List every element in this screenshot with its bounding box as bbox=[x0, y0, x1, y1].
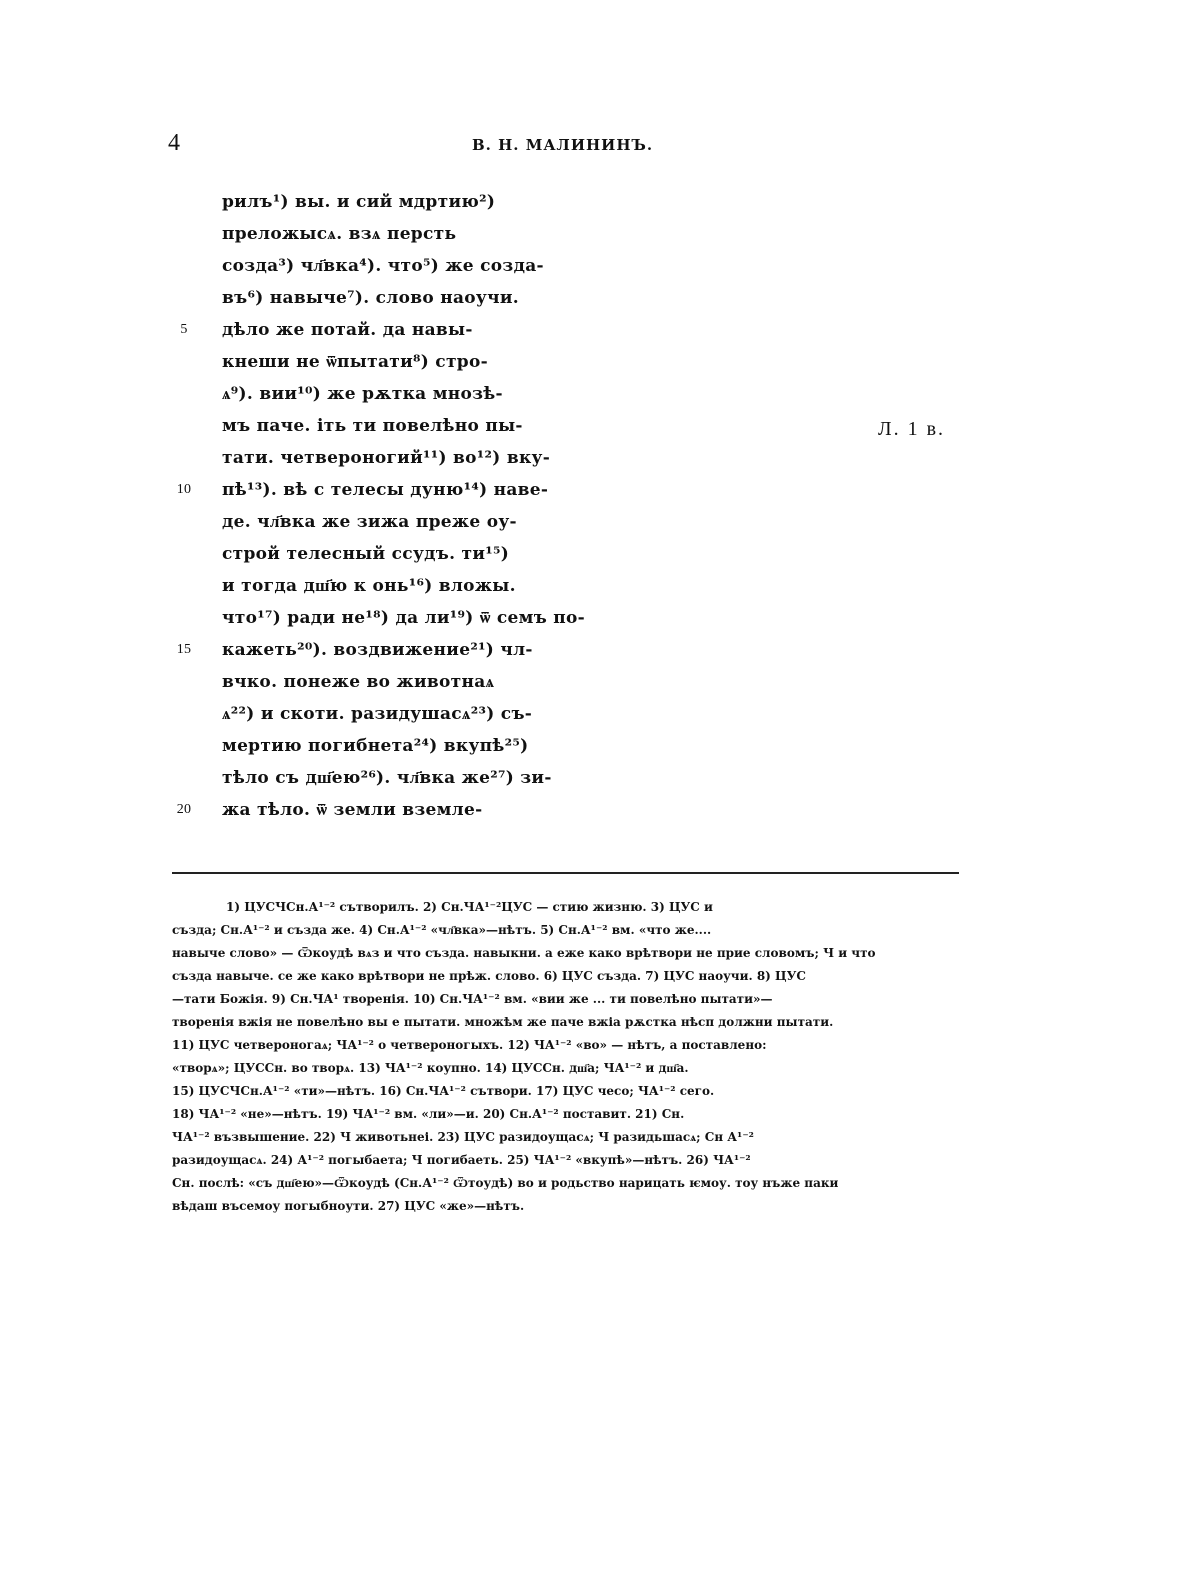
text-line-content: что¹⁷) ради не¹⁸) да ли¹⁹) ѿ семъ по- bbox=[222, 608, 586, 628]
footnote-line: навыче слово» — Ѿкоудѣ вѧз и что създа. навыкни. а еже како врѣтвори не прие словомъ; Ч и что bbox=[172, 946, 876, 960]
line-number: 5 bbox=[180, 322, 188, 337]
footnote-line: 18) ЧА¹⁻² «не»—нѣтъ. 19) ЧА¹⁻² вм. «ли»—и. 20) Сн.А¹⁻² поставит. 21) Сн. bbox=[172, 1107, 685, 1121]
text-line-content: де. чл҃вка же зижа преже оу- bbox=[222, 512, 517, 532]
text-line bbox=[222, 282, 642, 314]
text-line-content: кнеши не ѿпытати⁸) стро- bbox=[222, 352, 488, 372]
footnote-line: ЧА¹⁻² възвышение. 22) Ч животьнеі. 23) ЦУС разидоущасѧ; Ч разидьшасѧ; Сн А¹⁻² bbox=[172, 1130, 754, 1144]
footnote-line: 15) ЦУСЧСн.А¹⁻² «ти»—нѣтъ. 16) Сн.ЧА¹⁻² сътвори. 17) ЦУС чесо; ЧА¹⁻² сего. bbox=[172, 1084, 715, 1098]
text-line-content: и тогда дш҃ю к онь¹⁶) вложы. bbox=[222, 576, 516, 596]
text-line bbox=[222, 346, 642, 378]
footnote-divider bbox=[172, 872, 959, 874]
margin-folio-note: Л. 1 в. bbox=[878, 418, 946, 440]
line-number: 20 bbox=[176, 802, 192, 817]
text-line-content: мертию погибнета²⁴) вкупѣ²⁵) bbox=[222, 736, 529, 756]
text-line-content: созда³) чл҃вка⁴). что⁵) же созда- bbox=[222, 256, 544, 276]
footnote-line: Сн. послѣ: «съ дш҃ею»—Ѿкоудѣ (Сн.А¹⁻² Ѿтоудѣ) во и родьство нарицать ѥмоу. тоу нъже паки bbox=[172, 1176, 839, 1190]
footnote-line: —тати Божія. 9) Сн.ЧА¹ творенія. 10) Сн.ЧА¹⁻² вм. «вии же ... ти повелѣно пытати»— bbox=[172, 992, 773, 1006]
text-line-content: ѧ²²) и скоти. разидушасѧ²³) съ- bbox=[222, 704, 533, 724]
text-line bbox=[222, 250, 642, 282]
footnote-line: вѣдаш въсемоу погыбноути. 27) ЦУС «же»—нѣтъ. bbox=[172, 1199, 525, 1213]
text-line bbox=[222, 218, 642, 250]
text-line bbox=[222, 666, 642, 698]
footnote-line: създа; Сн.А¹⁻² и създа же. 4) Сн.А¹⁻² «чл҃вка»—нѣтъ. 5) Сн.А¹⁻² вм. «что же.... bbox=[172, 923, 712, 937]
text-line-content: кажеть²⁰). воздвижение²¹) чл- bbox=[222, 640, 533, 660]
main-text-block bbox=[176, 186, 642, 826]
text-line bbox=[222, 602, 642, 634]
text-line-content: строй телесный ссудъ. ти¹⁵) bbox=[222, 544, 510, 564]
text-line-content: въ⁶) навыче⁷). слово наоучи. bbox=[222, 288, 519, 308]
page-number: 4 bbox=[168, 130, 180, 156]
footnote-line: 11) ЦУС четвероногаѧ; ЧА¹⁻² о четвероногыхъ. 12) ЧА¹⁻² «во» — нѣтъ, а поставлено: bbox=[172, 1038, 767, 1052]
text-line bbox=[222, 538, 642, 570]
text-line-content: дѣло же потай. да навы- bbox=[222, 320, 473, 340]
text-line bbox=[222, 410, 642, 442]
text-line bbox=[222, 506, 642, 538]
text-line-content: тати. четвероногий¹¹) во¹²) вку- bbox=[222, 448, 551, 468]
text-line-content: жа тѣло. ѿ земли вземле- bbox=[222, 800, 483, 820]
footnote-line: създа навыче. се же како врѣтвори не прѣж. слово. 6) ЦУС създа. 7) ЦУС наоучи. 8) ЦУС bbox=[172, 969, 806, 983]
text-line-content: рилъ¹) вы. и сий мдртию²) bbox=[222, 192, 496, 212]
text-line-content: тѣло съ дш҃ею²⁶). чл҃вка же²⁷) зи- bbox=[222, 768, 552, 788]
footnote-line: разидоущасѧ. 24) А¹⁻² погыбаета; Ч погибаеть. 25) ЧА¹⁻² «вкупѣ»—нѣтъ. 26) ЧА¹⁻² bbox=[172, 1153, 751, 1167]
text-line-content: пѣ¹³). вѣ с телесы дуню¹⁴) наве- bbox=[222, 480, 549, 500]
running-title: В. Н. МАЛИНИНЪ. bbox=[472, 136, 654, 154]
footnote-line: 1) ЦУСЧСн.А¹⁻² сътворилъ. 2) Сн.ЧА¹⁻²ЦУС — стию жизню. 3) ЦУС и bbox=[226, 900, 713, 914]
text-line bbox=[176, 634, 642, 666]
text-line bbox=[222, 442, 642, 474]
text-line-content: вчко. понеже во животнаѧ bbox=[222, 672, 495, 692]
line-number: 10 bbox=[176, 482, 192, 497]
footnote-line: творенія вжія не повелѣно вы е пытати. множѣм же паче вжіа рѫстка нѣсп должни пытати. bbox=[172, 1015, 834, 1029]
footnotes-block bbox=[172, 896, 962, 1218]
text-line-content: мъ паче. іть ти повелѣно пы- bbox=[222, 416, 523, 436]
text-line bbox=[176, 474, 642, 506]
line-number: 15 bbox=[176, 642, 192, 657]
text-line bbox=[222, 570, 642, 602]
footnote-line: «творѧ»; ЦУССн. во творѧ. 13) ЧА¹⁻² коупно. 14) ЦУССн. дш҃а; ЧА¹⁻² и дш҃а. bbox=[172, 1061, 689, 1075]
text-line bbox=[180, 314, 642, 346]
text-line bbox=[222, 698, 642, 730]
text-line-content: ѧ⁹). вии¹⁰) же рѫтка мнозѣ- bbox=[222, 384, 503, 404]
text-line bbox=[222, 186, 642, 218]
text-line bbox=[222, 762, 642, 794]
text-line bbox=[176, 794, 642, 826]
text-line-content: преложысѧ. взѧ персть bbox=[222, 224, 457, 244]
text-line bbox=[222, 730, 642, 762]
text-line bbox=[222, 378, 642, 410]
